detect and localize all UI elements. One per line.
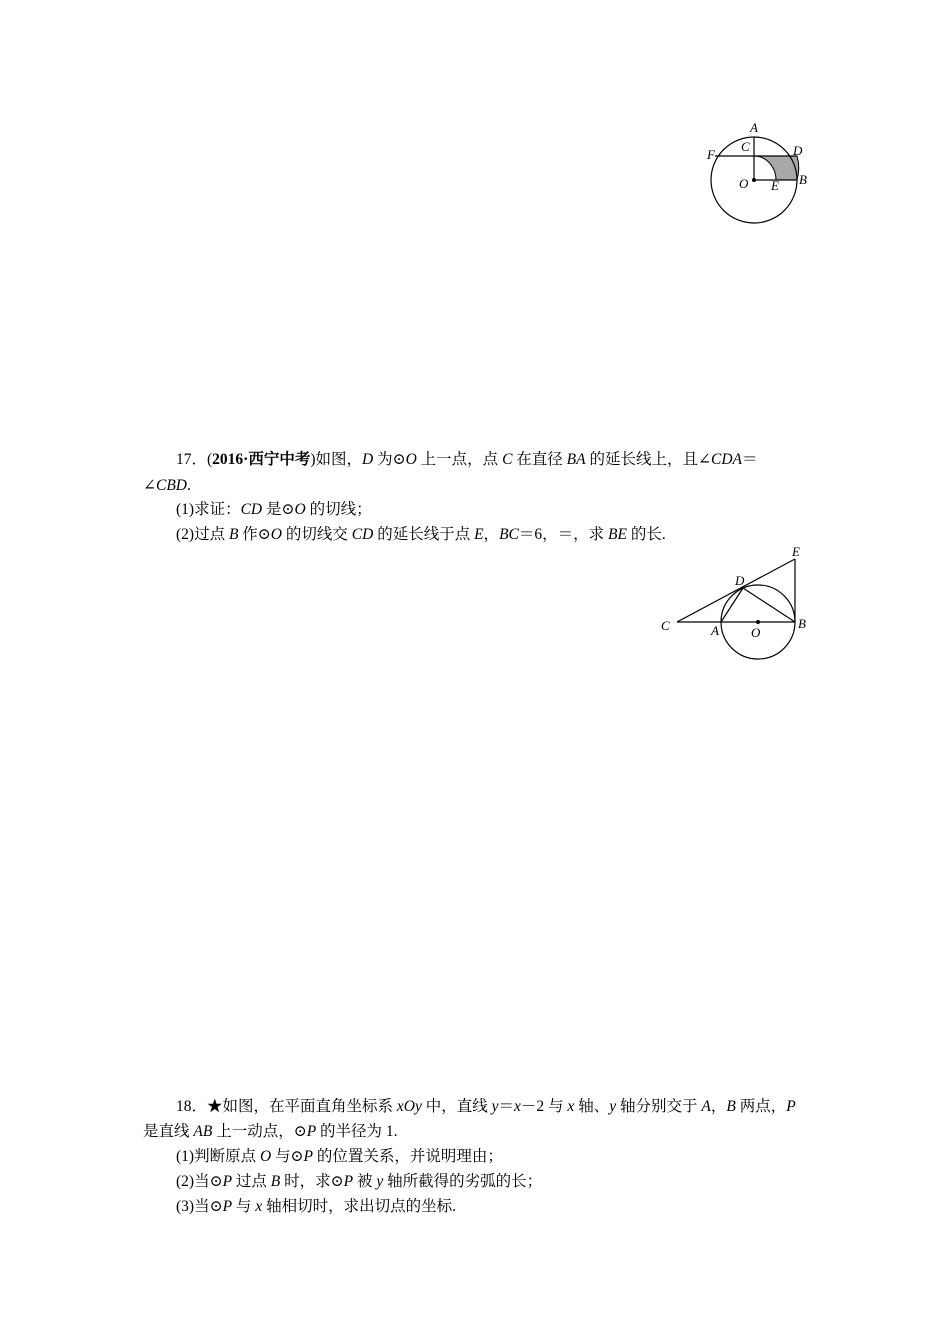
q17-part-1: (1)求证：CD 是⊙O 的切线；: [176, 501, 372, 518]
q18-part-3: (3)当⊙P 与 x 轴相切时，求出切点的坐标.: [176, 1198, 456, 1215]
label-e: E: [771, 178, 779, 193]
label-b: B: [798, 616, 806, 631]
label-f: F: [707, 147, 715, 162]
q18-line-1: 18．★如图，在平面直角坐标系 xOy 中，直线 y＝x－2 与 x 轴、y 轴分别交于 A，B 两点，P: [176, 1098, 796, 1115]
label-o: O: [751, 625, 761, 640]
center-dot: [752, 178, 756, 182]
q17-line-1: 17．(2016·西宁中考)如图，D 为⊙O 上一点，点 C 在直径 BA 的延长线上，且∠CDA＝: [176, 451, 758, 468]
label-c: C: [741, 139, 750, 154]
label-a: A: [711, 623, 719, 638]
figure-q16: [700, 118, 820, 230]
label-d: D: [735, 573, 745, 588]
q17-line-2: ∠CBD.: [143, 477, 191, 494]
q18-line-2: 是直线 AB 上一动点，⊙P 的半径为 1.: [143, 1123, 398, 1140]
line-db: [743, 588, 795, 622]
label-d: D: [793, 143, 803, 158]
q18-part-1: (1)判断原点 O 与⊙P 的位置关系，并说明理由；: [176, 1148, 503, 1165]
figure-q17: [655, 540, 815, 664]
label-e: E: [792, 544, 800, 559]
q17-part-2: (2)过点 B 作⊙O 的切线交 CD 的延长线于点 E，BC＝6，＝，求 BE 的长.: [176, 526, 666, 543]
label-o: O: [739, 176, 749, 191]
figure-q16-svg: [700, 118, 820, 230]
label-a: A: [750, 120, 758, 135]
q18-part-2: (2)当⊙P 过点 B 时，求⊙P 被 y 轴所截得的劣弧的长；: [176, 1173, 543, 1190]
label-b: B: [799, 172, 807, 187]
center-dot: [756, 620, 760, 624]
label-c: C: [661, 618, 670, 633]
figure-q17-svg: [655, 540, 815, 664]
